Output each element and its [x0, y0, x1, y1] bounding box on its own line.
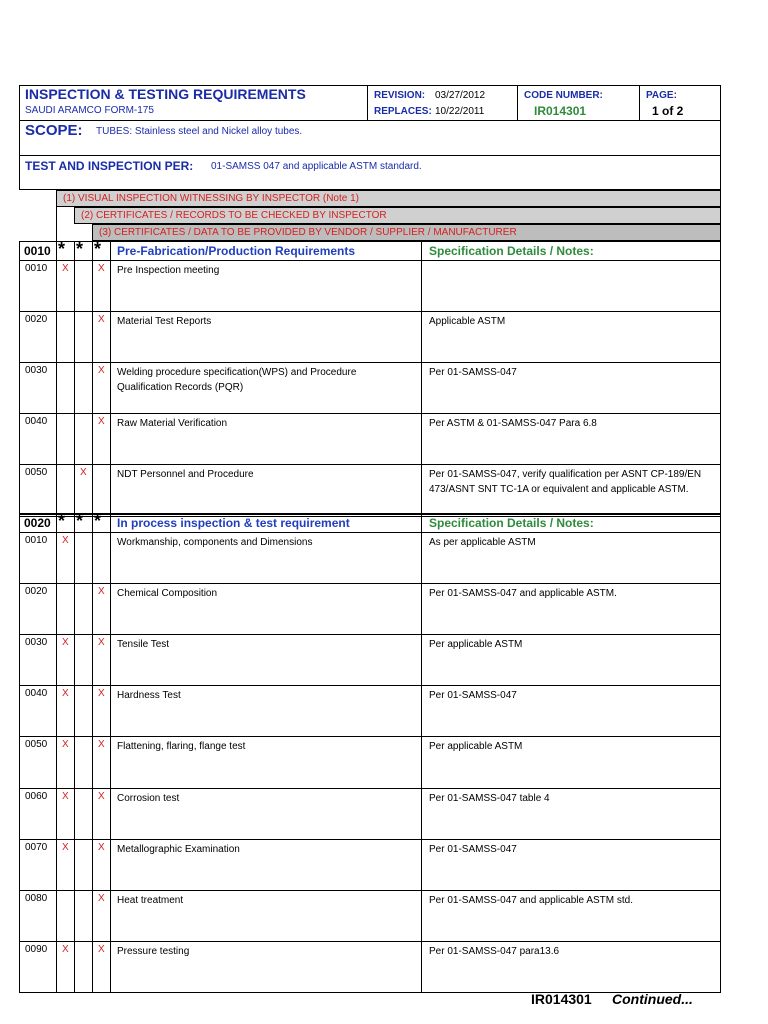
- table-right-border: [720, 685, 721, 736]
- column-divider: [110, 241, 111, 260]
- column-divider: [110, 513, 111, 532]
- row-description: Heat treatment: [117, 895, 184, 906]
- column-divider: [56, 941, 57, 992]
- legend-item-3: (3) CERTIFICATES / DATA TO BE PROVIDED BY VENDOR / SUPPLIER / MANUFACTURER: [99, 227, 517, 238]
- table-right-border: [720, 736, 721, 788]
- column-divider: [74, 583, 75, 634]
- section-star: *: [58, 511, 66, 531]
- section-code: 0020: [24, 516, 51, 530]
- column-divider: [421, 685, 422, 736]
- row-specification: Applicable ASTM: [429, 316, 506, 327]
- column-divider: [56, 260, 57, 311]
- table-row-border: [19, 736, 721, 737]
- footer-code: IR014301: [531, 991, 592, 1007]
- row-specification: Per applicable ASTM: [429, 741, 523, 752]
- check-vendor-data: X: [98, 944, 105, 955]
- check-vendor-data: X: [98, 314, 105, 325]
- column-divider: [74, 260, 75, 311]
- column-divider: [421, 583, 422, 634]
- section-spec-header: Specification Details / Notes:: [429, 516, 594, 530]
- code-number-label: CODE NUMBER:: [524, 90, 603, 101]
- row-description: Metallographic Examination: [117, 844, 240, 855]
- column-divider: [92, 736, 93, 788]
- column-divider: [92, 634, 93, 685]
- row-description: Welding procedure specification(WPS) and Procedure Qualification Records (PQR): [117, 367, 357, 393]
- row-code: 0050: [25, 467, 48, 478]
- column-divider: [56, 413, 57, 464]
- check-vendor-data: X: [98, 586, 105, 597]
- row-specification: Per 01-SAMSS-047: [429, 367, 517, 378]
- left-border-top: [19, 85, 20, 190]
- column-divider: [110, 941, 111, 992]
- form-number: SAUDI ARAMCO FORM-175: [25, 105, 154, 116]
- column-divider: [110, 839, 111, 890]
- code-number-value: IR014301: [534, 104, 587, 118]
- row-specification: Per 01-SAMSS-047 para13.6: [429, 946, 560, 957]
- table-left-border: [19, 464, 20, 516]
- column-divider: [74, 464, 75, 516]
- test-per-label: TEST AND INSPECTION PER:: [25, 159, 194, 173]
- table-left-border: [19, 260, 20, 311]
- column-divider: [92, 685, 93, 736]
- table-row-border: [19, 634, 721, 635]
- table-left-border: [19, 583, 20, 634]
- check-vendor-data: X: [98, 688, 105, 699]
- column-divider: [56, 583, 57, 634]
- column-divider: [74, 941, 75, 992]
- row-description: Pressure testing: [117, 946, 190, 957]
- row-code: 0090: [25, 944, 48, 955]
- table-row-border: [19, 839, 721, 840]
- table-row-border: [19, 583, 721, 584]
- row-description: Workmanship, components and Dimensions: [117, 537, 313, 548]
- column-divider: [110, 362, 111, 413]
- check-vendor-data: X: [98, 365, 105, 376]
- column-divider: [74, 413, 75, 464]
- check-visual-inspection: X: [62, 637, 69, 648]
- table-right-border: [720, 788, 721, 839]
- header-bottom-border: [19, 120, 721, 121]
- table-left-border: [19, 513, 20, 532]
- table-right-border: [720, 583, 721, 634]
- row-description: Chemical Composition: [117, 588, 218, 599]
- row-code: 0060: [25, 791, 48, 802]
- section-code: 0010: [24, 244, 51, 258]
- table-left-border: [19, 413, 20, 464]
- column-divider: [92, 788, 93, 839]
- footer-continued: Continued...: [612, 991, 693, 1007]
- column-divider: [110, 736, 111, 788]
- table-right-border: [720, 634, 721, 685]
- column-divider: [92, 464, 93, 516]
- section-star: *: [94, 511, 102, 531]
- check-vendor-data: X: [98, 739, 105, 750]
- header-divider-3: [639, 85, 640, 120]
- column-divider: [74, 513, 75, 532]
- row-specification: Per 01-SAMSS-047 and applicable ASTM.: [429, 588, 617, 599]
- section-spec-header: Specification Details / Notes:: [429, 244, 594, 258]
- column-divider: [110, 311, 111, 362]
- check-vendor-data: X: [98, 263, 105, 274]
- column-divider: [56, 685, 57, 736]
- row-specification: Per 01-SAMSS-047: [429, 844, 517, 855]
- section-star: *: [58, 239, 66, 259]
- column-divider: [74, 634, 75, 685]
- row-specification: Per 01-SAMSS-047 table 4: [429, 793, 550, 804]
- column-divider: [110, 464, 111, 516]
- section-star: *: [76, 239, 84, 259]
- check-vendor-data: X: [98, 893, 105, 904]
- section-star: *: [76, 511, 84, 531]
- scope-text: TUBES: Stainless steel and Nickel alloy tubes.: [96, 126, 303, 137]
- check-vendor-data: X: [98, 791, 105, 802]
- row-description: NDT Personnel and Procedure: [117, 469, 254, 480]
- table-row-border: [19, 311, 721, 312]
- column-divider: [56, 634, 57, 685]
- check-vendor-data: X: [98, 416, 105, 427]
- column-divider: [110, 890, 111, 941]
- column-divider: [421, 464, 422, 516]
- column-divider: [92, 583, 93, 634]
- column-divider: [56, 311, 57, 362]
- column-divider: [421, 634, 422, 685]
- check-vendor-data: X: [98, 842, 105, 853]
- table-right-border: [720, 513, 721, 532]
- column-divider: [56, 736, 57, 788]
- scope-bottom-border: [19, 155, 721, 156]
- table-left-border: [19, 788, 20, 839]
- row-code: 0010: [25, 263, 48, 274]
- table-row-border: [19, 685, 721, 686]
- table-left-border: [19, 634, 20, 685]
- column-divider: [56, 532, 57, 583]
- row-code: 0020: [25, 586, 48, 597]
- column-divider: [421, 513, 422, 532]
- table-left-border: [19, 685, 20, 736]
- table-left-border: [19, 532, 20, 583]
- row-description: Raw Material Verification: [117, 418, 228, 429]
- column-divider: [56, 362, 57, 413]
- right-border-top: [720, 85, 721, 190]
- row-specification: Per applicable ASTM: [429, 639, 523, 650]
- check-visual-inspection: X: [62, 944, 69, 955]
- page-label: PAGE:: [646, 90, 677, 101]
- legend-item-2: (2) CERTIFICATES / RECORDS TO BE CHECKED BY INSPECTOR: [81, 210, 387, 221]
- section-title: In process inspection & test requirement: [117, 516, 350, 530]
- row-description: Tensile Test: [117, 639, 170, 650]
- column-divider: [92, 532, 93, 583]
- check-visual-inspection: X: [62, 263, 69, 274]
- header-divider-2: [517, 85, 518, 120]
- check-visual-inspection: X: [62, 842, 69, 853]
- column-divider: [56, 241, 57, 260]
- column-divider: [56, 788, 57, 839]
- scope-label: SCOPE:: [25, 122, 83, 139]
- row-description: Material Test Reports: [117, 316, 212, 327]
- column-divider: [74, 362, 75, 413]
- column-divider: [110, 532, 111, 583]
- column-divider: [92, 311, 93, 362]
- table-left-border: [19, 941, 20, 992]
- column-divider: [56, 839, 57, 890]
- column-divider: [56, 513, 57, 532]
- table-right-border: [720, 890, 721, 941]
- column-divider: [110, 788, 111, 839]
- table-right-border: [720, 839, 721, 890]
- column-divider: [421, 736, 422, 788]
- check-certificates-records: X: [80, 467, 87, 478]
- column-divider: [74, 788, 75, 839]
- section-top-border: [19, 241, 721, 242]
- table-right-border: [720, 362, 721, 413]
- column-divider: [74, 311, 75, 362]
- column-divider: [421, 362, 422, 413]
- test-per-text: 01-SAMSS 047 and applicable ASTM standard.: [211, 161, 422, 172]
- table-left-border: [19, 311, 20, 362]
- replaces-value: 10/22/2011: [435, 106, 485, 117]
- row-code: 0030: [25, 637, 48, 648]
- column-divider: [74, 736, 75, 788]
- row-description: Flattening, flaring, flange test: [117, 741, 246, 752]
- column-divider: [110, 260, 111, 311]
- revision-value: 03/27/2012: [435, 90, 486, 101]
- check-visual-inspection: X: [62, 688, 69, 699]
- table-row-border: [19, 788, 721, 789]
- table-right-border: [720, 260, 721, 311]
- page-value: 1 of 2: [652, 104, 684, 118]
- check-visual-inspection: X: [62, 739, 69, 750]
- table-row-border: [19, 941, 721, 942]
- row-code: 0070: [25, 842, 48, 853]
- column-divider: [74, 532, 75, 583]
- legend-left-edge: [56, 190, 57, 241]
- column-divider: [92, 941, 93, 992]
- column-divider: [74, 890, 75, 941]
- row-specification: As per applicable ASTM: [429, 537, 536, 548]
- column-divider: [110, 634, 111, 685]
- section-title: Pre-Fabrication/Production Requirements: [117, 244, 356, 258]
- column-divider: [92, 839, 93, 890]
- table-left-border: [19, 241, 20, 260]
- column-divider: [421, 241, 422, 260]
- table-right-border: [720, 941, 721, 992]
- table-row-border: [19, 890, 721, 891]
- column-divider: [92, 362, 93, 413]
- table-left-border: [19, 362, 20, 413]
- table-right-border: [720, 532, 721, 583]
- section-header-bottom-border: [19, 532, 721, 533]
- row-code: 0010: [25, 535, 48, 546]
- row-code: 0050: [25, 739, 48, 750]
- check-vendor-data: X: [98, 637, 105, 648]
- table-row-border: [19, 362, 721, 363]
- row-specification: Per 01-SAMSS-047, verify qualification per ASNT CP-189/EN 473/ASNT SNT TC-1A or equivalent and applicable ASTM.: [429, 469, 702, 495]
- table-left-border: [19, 736, 20, 788]
- column-divider: [110, 685, 111, 736]
- table-right-border: [720, 464, 721, 516]
- column-divider: [110, 413, 111, 464]
- column-divider: [421, 839, 422, 890]
- section-top-border: [19, 513, 721, 515]
- table-right-border: [720, 413, 721, 464]
- column-divider: [74, 241, 75, 260]
- row-code: 0030: [25, 365, 48, 376]
- column-divider: [421, 311, 422, 362]
- table-row-border: [19, 464, 721, 465]
- table-left-border: [19, 839, 20, 890]
- replaces-label: REPLACES:: [374, 106, 432, 117]
- row-code: 0080: [25, 893, 48, 904]
- row-description: Pre Inspection meeting: [117, 265, 220, 276]
- legend-item-1: (1) VISUAL INSPECTION WITNESSING BY INSPECTOR (Note 1): [63, 193, 359, 204]
- column-divider: [92, 413, 93, 464]
- table-right-border: [720, 241, 721, 260]
- column-divider: [421, 788, 422, 839]
- column-divider: [421, 260, 422, 311]
- row-code: 0020: [25, 314, 48, 325]
- column-divider: [92, 241, 93, 260]
- table-left-border: [19, 890, 20, 941]
- column-divider: [56, 464, 57, 516]
- section-star: *: [94, 239, 102, 259]
- check-visual-inspection: X: [62, 791, 69, 802]
- page-title: INSPECTION & TESTING REQUIREMENTS: [25, 86, 306, 102]
- column-divider: [421, 890, 422, 941]
- row-specification: Per 01-SAMSS-047: [429, 690, 517, 701]
- column-divider: [421, 941, 422, 992]
- row-description: Corrosion test: [117, 793, 180, 804]
- revision-label: REVISION:: [374, 90, 426, 101]
- column-divider: [421, 532, 422, 583]
- row-code: 0040: [25, 416, 48, 427]
- column-divider: [56, 890, 57, 941]
- column-divider: [74, 685, 75, 736]
- column-divider: [421, 413, 422, 464]
- table-row-border: [19, 413, 721, 414]
- check-visual-inspection: X: [62, 535, 69, 546]
- table-right-border: [720, 311, 721, 362]
- column-divider: [92, 260, 93, 311]
- row-specification: Per 01-SAMSS-047 and applicable ASTM std.: [429, 895, 633, 906]
- column-divider: [92, 890, 93, 941]
- column-divider: [74, 839, 75, 890]
- row-description: Hardness Test: [117, 690, 181, 701]
- header-divider-1: [367, 85, 368, 120]
- row-code: 0040: [25, 688, 48, 699]
- column-divider: [110, 583, 111, 634]
- row-specification: Per ASTM & 01-SAMSS-047 Para 6.8: [429, 418, 597, 429]
- section-header-bottom-border: [19, 260, 721, 261]
- column-divider: [92, 513, 93, 532]
